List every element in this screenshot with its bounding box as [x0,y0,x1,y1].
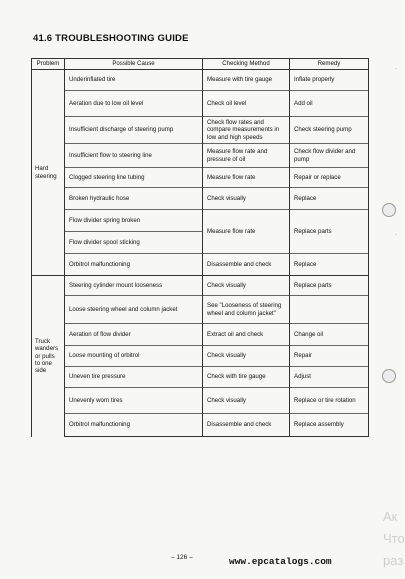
remedy-cell: Inflate properly [290,70,369,91]
method-cell: Measure flow rate [203,210,290,254]
cause-cell: Broken hydraulic hose [65,188,203,210]
margin-mark: · [395,232,397,238]
remedy-cell: Add oil [290,91,369,117]
table-row [32,144,369,168]
table-row [32,324,369,346]
ghost-text: Что [383,531,405,546]
cause-cell: Clogged steering line tubing [65,168,203,188]
margin-mark: · [395,66,397,72]
table-row [32,168,369,188]
remedy-cell: Adjust [290,367,369,388]
table-row [32,117,369,144]
method-cell: Check with tire gauge [203,367,290,388]
cause-cell: Flow divider spool sticking [65,232,203,254]
method-cell: Disassemble and check [203,414,290,437]
table-row [32,276,369,296]
method-cell: Check visually [203,276,290,296]
table-row [32,254,369,276]
table-header-row [32,59,369,70]
problem-hard-steering: Hard steering [32,70,65,276]
method-cell: See "Looseness of steering wheel and column jacket" [203,296,290,324]
remedy-cell: Repair [290,346,369,367]
cause-cell: Loose mounting of orbitrol [65,346,203,367]
table-row [32,188,369,210]
cause-cell: Orbitrol malfunctioning [65,254,203,276]
table-row [32,210,369,232]
problem-truck-wanders: Truck wanders or pulls to one side [32,276,65,437]
remedy-cell: Replace or tire rotation [290,388,369,414]
cause-cell: Unevenly worn tires [65,388,203,414]
binder-hole [382,369,396,383]
method-cell: Check visually [203,388,290,414]
cause-cell: Steering cylinder mount looseness [65,276,203,296]
remedy-cell: Repair or replace [290,168,369,188]
method-cell: Disassemble and check [203,254,290,276]
method-cell: Measure flow rate and pressure of oil [203,144,290,168]
method-cell: Measure flow rate [203,168,290,188]
cause-cell: Aeration due to low oil level [65,91,203,117]
method-cell: Extract oil and check [203,324,290,346]
cause-cell: Loose steering wheel and column jacket [65,296,203,324]
page-number: – 126 – [171,554,193,561]
table-row [32,388,369,414]
header-possible-cause: Possible Cause [65,59,203,70]
table-row [32,414,369,437]
ghost-text: Ак [383,509,398,524]
table-row [32,70,369,91]
cause-cell: Uneven tire pressure [65,367,203,388]
watermark-link[interactable]: www.epcatalogs.com [229,556,332,567]
cause-cell: Orbitrol malfunctioning [65,414,203,437]
header-problem: Problem [32,59,65,70]
remedy-cell: Replace parts [290,210,369,254]
ghost-text: раз [383,553,404,568]
header-remedy: Remedy [290,59,369,70]
binder-hole [382,203,396,217]
remedy-cell: Replace assembly [290,414,369,437]
remedy-cell: Replace parts [290,276,369,296]
table-row [32,367,369,388]
table-row [32,346,369,367]
method-cell: Check visually [203,188,290,210]
remedy-cell: Change oil [290,324,369,346]
method-cell: Check flow rates and compare measurements in low and high speeds [203,117,290,144]
page-title: 41.6 TROUBLESHOOTING GUIDE [33,33,189,44]
cause-cell: Flow divider spring broken [65,210,203,232]
table-row [32,91,369,117]
cause-cell: Aeration of flow divider [65,324,203,346]
header-checking-method: Checking Method [203,59,290,70]
troubleshooting-table [31,58,369,437]
remedy-cell: Check steering pump [290,117,369,144]
cause-cell: Underinflated tire [65,70,203,91]
remedy-cell: Replace [290,188,369,210]
remedy-cell: Check flow divider and pump [290,144,369,168]
remedy-cell: Replace [290,254,369,276]
remedy-cell [290,296,369,324]
method-cell: Measure with tire gauge [203,70,290,91]
cause-cell: Insufficient discharge of steering pump [65,117,203,144]
cause-cell: Insufficient flow to steering line [65,144,203,168]
method-cell: Check oil level [203,91,290,117]
table-row [32,296,369,324]
method-cell: Check visually [203,346,290,367]
